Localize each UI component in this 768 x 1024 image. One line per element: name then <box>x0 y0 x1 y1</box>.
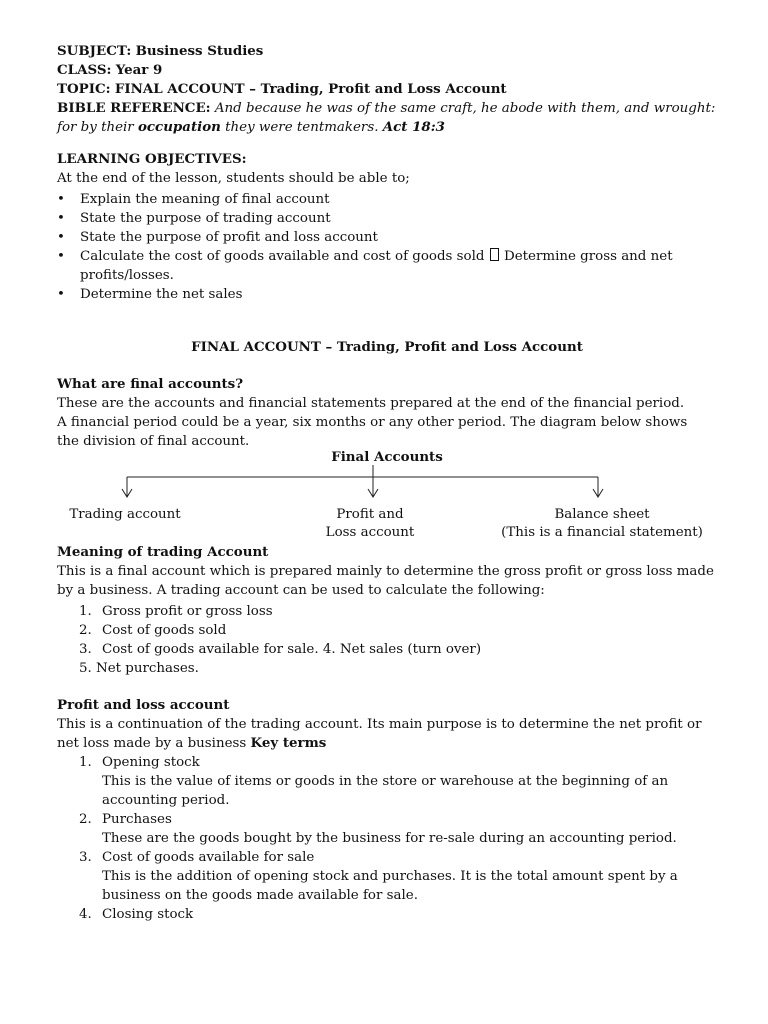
objectives-heading: LEARNING OBJECTIVES: <box>57 151 247 167</box>
paragraph-line: A financial period could be a year, six months or any other period. The diagram below shows <box>57 415 688 430</box>
list-item: 2. Purchases These are the goods bought by the business for re-sale during an accounting period. <box>79 812 677 846</box>
list-item: 4. Closing stock <box>79 907 194 922</box>
topic-line <box>57 80 717 99</box>
bible-text-2a: for by their <box>57 120 134 135</box>
trading-heading: Meaning of trading Account <box>57 544 269 560</box>
bible-text-2b: they were tentmakers. <box>225 120 379 135</box>
key-terms-list <box>57 753 717 924</box>
subject-value: Business Studies <box>135 43 264 59</box>
bible-line-1 <box>57 99 717 118</box>
class-value: Year 9 <box>115 62 163 78</box>
paragraph-line: net loss made by a business Key terms <box>57 735 327 751</box>
section-title: FINAL ACCOUNT – Trading, Profit and Loss Account <box>191 339 583 355</box>
list-item: • State the purpose of profit and loss account <box>57 228 717 247</box>
list-item: 3. Cost of goods available for sale. 4. Net sales (turn over) <box>79 642 482 657</box>
list-item: 1. Opening stock This is the value of items or goods in the store or warehouse at the beginning of an accounting period. <box>79 755 669 808</box>
final-accounts-heading: What are final accounts? <box>57 376 244 392</box>
topic-label: TOPIC: <box>57 81 111 97</box>
objectives-intro: At the end of the lesson, students should be able to; <box>57 171 410 186</box>
paragraph-line: by a business. A trading account can be used to calculate the following: <box>57 583 545 598</box>
list-item: 3. Cost of goods available for sale This is the addition of opening stock and purchases. It is the total amount spent by a business on the goods made available for sale. <box>79 850 678 903</box>
pl-heading: Profit and loss account <box>57 697 230 713</box>
objectives-list <box>57 190 717 304</box>
diagram-node-trading: Trading account <box>69 507 181 522</box>
diagram-node-profit-loss: Profit and Loss account <box>325 507 415 540</box>
list-item: • Determine the net sales <box>57 285 717 304</box>
list-item: • State the purpose of trading account <box>57 209 717 228</box>
diagram-node-balance-sheet: Balance sheet (This is a financial statement) <box>501 507 703 540</box>
trading-list-last: 5. Net purchases. <box>79 661 199 676</box>
bible-reference: Act 18:3 <box>382 119 446 135</box>
subject-line <box>57 42 717 61</box>
bible-text-1: And because he was of the same craft, he abode with them, and wrought: <box>214 101 716 116</box>
bible-bold-word: occupation <box>137 119 221 135</box>
subject-label: SUBJECT: <box>57 43 132 59</box>
list-item: • Calculate the cost of goods available and cost of goods sold Determine gross and net profits/losses. <box>57 247 717 285</box>
class-label: CLASS: <box>57 62 112 78</box>
paragraph-line: This is a continuation of the trading account. Its main purpose is to determine the net profit or <box>57 717 702 732</box>
topic-value: FINAL ACCOUNT – Trading, Profit and Loss Account <box>114 81 507 97</box>
paragraph-line: the division of final account. <box>57 434 250 449</box>
paragraph-line: This is a final account which is prepared mainly to determine the gross profit or gross loss made <box>57 564 714 579</box>
list-item: 2. Cost of goods sold <box>79 623 227 638</box>
bible-label: BIBLE REFERENCE: <box>57 100 211 116</box>
diagram-root-label: Final Accounts <box>331 449 443 465</box>
class-line <box>57 61 717 80</box>
missing-glyph-icon <box>490 248 499 261</box>
list-item: 1. Gross profit or gross loss <box>79 604 273 619</box>
document-page <box>57 42 717 924</box>
paragraph-line: These are the accounts and financial statements prepared at the end of the financial period. <box>57 396 685 411</box>
key-terms-label: Key terms <box>250 735 327 751</box>
bible-line-2 <box>57 118 717 137</box>
trading-list <box>57 602 717 659</box>
list-item: • Explain the meaning of final account <box>57 190 717 209</box>
final-accounts-diagram <box>57 451 717 543</box>
